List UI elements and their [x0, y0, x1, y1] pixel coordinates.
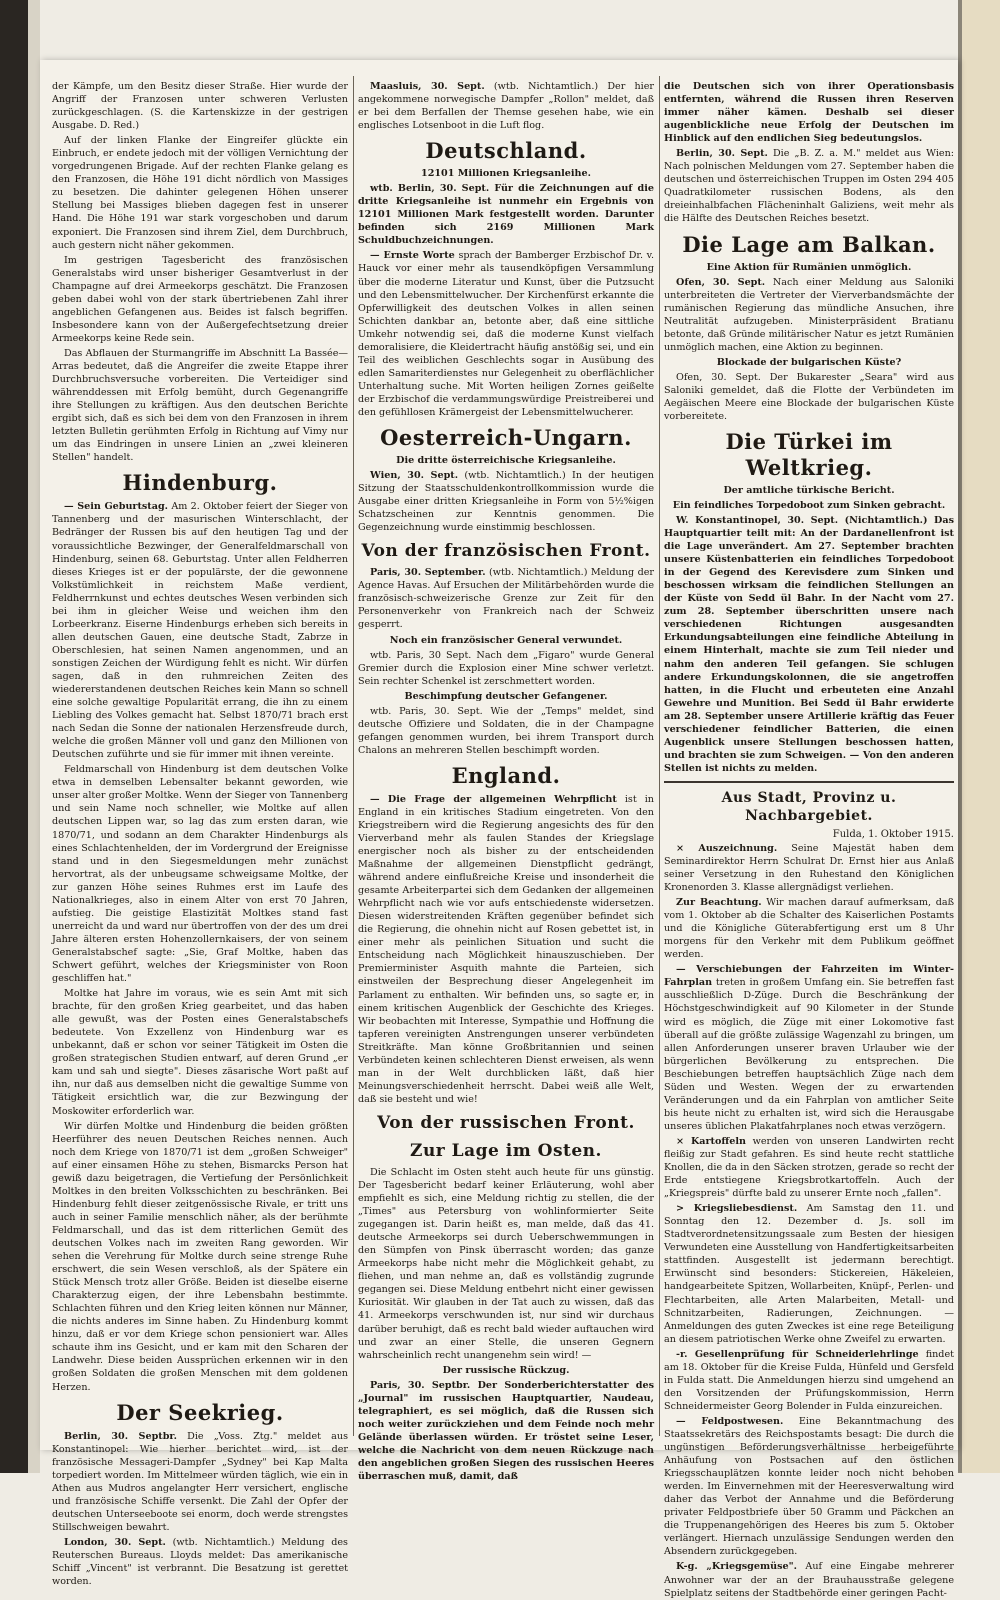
column-rule	[353, 76, 354, 1436]
article-paragraph	[664, 147, 954, 225]
section-heading-tuerkei: Die Türkei im Weltkrieg.	[725, 428, 893, 480]
paragraph-text: treten in großem Umfang ein. Sie betreffen fast ausschließlich D-Züge. Durch die Beschränkung der Höchstgeschwindigkeit auf 90 Kilometer in der Stunde wird es möglich, die Züge mit einer Lokomotive fast überall auf die größte zulässige Wagenzahl zu bringen, um allen Anforderungen unserer braven Urlauber wie der bürgerlichen Bevölkerung zu entsprechen. Die Beschiebungen betreffen hauptsächlich Züge nach dem Süden und Westen. Wegen der zu erwartenden Veränderungen und da ein Fahrplan von amtlicher Seite bis heute nicht zu erhalten ist, wird sich die Herausgabe unseres üblichen Plakatfahrplanes noch etwas verzögern.	[664, 977, 954, 1132]
article-paragraph: die Deutschen sich von ihrer Operationsbasis entfernten, während die Russen ihren Reserven immer näher kämen. Deshalb sei dieser augenblickliche neue Erfolg der Deutschen im Hinblick auf den endlichen Sieg bedeutungslos.	[664, 81, 954, 145]
section-heading-russische-front: Von der russischen Front.	[377, 1112, 635, 1133]
subheading: Die dritte österreichische Kriegsanleihe.	[396, 455, 616, 467]
subheading: Beschimpfung deutscher Gefangener.	[404, 690, 608, 702]
column-rule	[659, 76, 660, 1436]
article-paragraph	[664, 963, 954, 1133]
paragraph-lead: Maasluis, 30. Sept.	[370, 81, 485, 92]
paragraph-text: Die „B. Z. a. M." meldet aus Wien: Nach polnischen Meldungen vom 27. September haben die deutschen und österreichischen Truppen im Osten 294 405 Quadratkilometer russischen Bodens, als den dreieinhalbfachen Flächeninhalt Galiziens, weit mehr als die Hälfte des Deutschen Reiches besetzt.	[664, 148, 954, 225]
article-paragraph	[358, 566, 654, 631]
article-paragraph: wtb. Paris, 30 Sept. Nach dem „Figaro" wurde General Gremier durch die Explosion einer Mine schwer verletzt. Sein rechter Schenkel ist zerschmettert worden.	[358, 649, 654, 687]
subheading: Der amtliche türkische Bericht.	[723, 484, 895, 496]
section-heading-oesterreich: Oesterreich-Ungarn.	[380, 425, 632, 451]
article-paragraph	[358, 80, 654, 132]
paragraph-text: Auf eine Eingabe mehrerer Anwohner war der an der Brauhausstraße gelegene Spielplatz seitens der Stadtbehörde einer geringen Pacht-	[664, 1561, 955, 1599]
paragraph-lead: > Kriegsliebesdienst.	[676, 1203, 798, 1215]
paragraph-text: Seine Majestät haben dem Seminardirektor Herrn Schulrat Dr. Ernst hier aus Anlaß seiner Versetzung in den Ruhestand den Königlichen Kronenorden 3. Klasse allergnädigst verliehen.	[664, 842, 954, 894]
article-paragraph: wtb. Berlin, 30. Sept. Für die Zeichnungen auf die dritte Kriegsanleihe ist nunmehr ein Ergebnis von 12101 Millionen Mark festgestellt worden. Darunter befinden sich 2169 Millionen Mark Schuldbuchzeichnungen.	[358, 183, 654, 247]
paragraph-text: werden von unseren Landwirten recht fleißig zur Stadt gefahren. Es sind heute recht stattliche Knollen, die da in den Säcken strotzen, gerade so recht der Erde entstiegene Kriegsbrotkartoffeln. Auch der „Kriegspreis" dürfte bald zu unserer Ernte noch „fallen".	[664, 1135, 954, 1200]
article-paragraph: der Kämpfe, um den Besitz dieser Straße. Hier wurde der Angriff der Franzosen unter schweren Verlusten zurückgeschlagen. (S. die Kartenskizze in der gestrigen Ausgabe. D. Red.)	[52, 81, 348, 132]
paragraph-lead: × Auszeichnung.	[676, 842, 778, 854]
paragraph-text: (wtb. Nichtamtlich.) Meldung der Agence Havas. Auf Ersuchen der Militärbehörden wurde die französisch-schweizerische Grenze zur Zeit für den Personenverkehr von Frankreich nach der Schweiz gesperrt.	[358, 567, 654, 631]
paragraph-lead: — Sein Geburtstag.	[64, 501, 169, 513]
article-paragraph	[664, 896, 954, 961]
paragraph-text: findet am 18. Oktober für die Kreise Fulda, Hünfeld und Gersfeld in Fulda statt. Die Anmeldungen hierzu sind umgehend an den Vorsitzenden der Prüfungskommission, Herrn Schneidermeister Georg Bolender in Fulda einzureichen.	[664, 1348, 954, 1412]
article-paragraph: W. Konstantinopel, 30. Sept. (Nichtamtlich.) Das Hauptquartier teilt mit: An der Dardanellenfront ist die Lage unverändert. Am 27. September brachten unsere Küstenbatterien ein feindliches Torpedoboot in der Gegend des Kerevisdere zum Sinken und beschossen wirksam die feindlichen Stellungen an der Küste von Sedd ül Bahr. In der Nacht vom 27. zum 28. September überschritten unsere nach verschiedenen Richtungen ausgesandten Erkundungsabteilungen eine feindliche Abteilung in einem Hinterhalt, machte sie zum Teil nieder und nahm den anderen Teil gefangen. Sie schlugen andere Erkundungskolonnen, die sie angetroffen hatten, in die Flucht und erbeuteten eine Anzahl Gewehre und Munition. Bei Sedd ül Bahr erwiderte am 28. September unsere Artillerie kräftig das Feuer verschiedener feindlicher Batterien, die einen Augenblick unsere Stellungen beschossen hatten, und brachten sie zum Schweigen. — Von den anderen Stellen ist nichts zu melden.	[664, 514, 954, 774]
article-paragraph: Das Abflauen der Sturmangriffe im Abschnitt La Bassée—Arras bedeutet, daß die Angreifer die zweite Etappe ihrer Durchbruchsversuche vorbereiten. Die Verteidiger sind währenddessen mit Erfolg bemüht, durch Gegenangriffe ihre Stellungen zu kräftigen. Aus den deutschen Berichte ergibt sich, daß es sich bei dem von den Franzosen in ihrem letzten Bulletin gerühmten Erfolg in Richtung auf Vimy nur um das Eindringen in unsere Linien an „zwei kleineren Stellen" handelt.	[52, 347, 348, 464]
subheading: Blockade der bulgarischen Küste?	[716, 356, 902, 368]
paragraph-text: Eine Bekanntmachung des Staatssekretärs des Reichspostamts besagt: Die durch die ungünstigen Beförderungsverhältnisse herbeigeführte Anhäufung von Postsachen auf den östlichen Kriegsschauplätzen konnte leider noch nicht behoben werden. Im Einvernehmen mit der Heeresverwaltung wird daher das Verbot der Annahme und die Beförderung privater Feldpostbriefe über 50 Gramm und Päckchen an die Truppenangehörigen des Heeres bis zum 5. Oktober verlängert. Hiernach unzulässige Sendungen werden den Absendern zurückgegeben.	[664, 1415, 954, 1558]
paragraph-lead: — Feldpostwesen.	[676, 1415, 784, 1427]
paragraph-lead: × Kartoffeln	[676, 1135, 746, 1147]
article-paragraph	[664, 1560, 954, 1599]
paragraph-text: (wtb. Nichtamtlich.) In der heutigen Sitzung der Staatsschuldenkontrollkommission wurde die Ausgabe einer dritten Kriegsanleihe in Form von 5½%igen Schatzscheinen zur Kenntnis genommen. Die Gegenzeichnung wurde einstimmig beschlossen.	[358, 470, 654, 534]
article-paragraph	[358, 249, 654, 419]
section-heading-lage-osten: Zur Lage im Osten.	[410, 1140, 602, 1161]
paragraph-lead: Berlin, 30. Septbr.	[64, 1430, 177, 1442]
article-paragraph	[664, 1415, 954, 1559]
paragraph-lead: K-g. „Kriegsgemüse".	[676, 1561, 797, 1573]
article-paragraph	[664, 1202, 954, 1346]
paragraph-lead: -r. Gesellenprüfung für Schneiderlehrlinge	[676, 1348, 919, 1360]
article-paragraph: Moltke hat Jahre im voraus, wie es sein Amt mit sich brachte, für den großen Krieg gearbeitet, und das haben alle gewußt, was der Posten eines Generalstabschefs bedeutete. Von Exzellenz von Hindenburg war es unbekannt, daß er schon vor seiner Tätigkeit im Osten die großen strategischen Studien entwarf, auf deren Grund „er kam und sah und siegte". Dieses zäsarische Wort paßt auf ihn, nur daß aus demselben nicht die gewaltige Summe von Tätigkeit ersichtlich war, die zur Bezwingung der Moskowiter erforderlich war.	[52, 988, 348, 1117]
article-paragraph	[664, 842, 954, 894]
section-heading-hindenburg: Hindenburg.	[122, 470, 278, 496]
article-paragraph	[664, 1135, 954, 1200]
article-paragraph: Die Schlacht im Osten steht auch heute für uns günstig. Der Tagesbericht bedarf keiner Erläuterung, wohl aber empfiehlt es sich, eine Meldung richtig zu stellen, die der „Times" aus Petersburg von wohlinformierter Seite zugegangen ist. Darin heißt es, man melde, daß das 41. deutsche Armeekorps sei durch Ueberschwemmungen in den Sümpfen von Pinsk überrascht worden; das ganze Armeekorps habe nicht mehr die Möglichkeit gehabt, zu fliehen, und man nehme an, daß es vollständig zugrunde gegangen sei. Diese Meldung entbehrt nicht einer gewissen Kuriosität. Wir glauben in der Tat auch zu wissen, daß das 41. Armeekorps verschwunden ist, nur sind wir durchaus darüber beruhigt, daß es recht bald wieder auftauchen wird und zwar an einer Stelle, die unseren Gegnern wahrscheinlich recht unangenehm sein wird! —	[358, 1166, 654, 1361]
article-paragraph: Wir dürfen Moltke und Hindenburg die beiden größten Heerführer des neuen Deutschen Reiches nennen. Auch noch dem Kriege von 1870/71 ist dem „großen Schweiger" auf einer einsamen Höhe zu stehen, Bismarcks Person hat gewiß dazu beigetragen, die Vertiefung der Persönlichkeit Moltkes in den breiten Volksschichten zu beschränken. Bei Hindenburg fehlt dieser zeitgenössische Rivale, er tritt uns auch in seiner Familie menschlich näher, als der berühmte Feldmarschall, und das ist dem ritterlichen Gemüt des deutschen Volkes nach im zweiten Rang geworden. Wir sehen die Verehrung für Moltke durch seine strenge Ruhe erschwert, die sein Wesen verschloß, als der Spätere ein Stück Mensch trotz aller Größe. Beiden ist dieselbe eiserne Charakterzug eigen, der ihre Lebensbahn bestimmte. Schlachten führen und den Krieg leiten können nur Männer, die nichts anderes im Sinne haben. Zu Hindenburg kommt hinzu, daß er vor dem Kriege schon pensioniert war. Alles schaute ihm ins Gesicht, und er kam mit den Scharen der Landwehr. Diese beiden Aussprüchen erkennen wir in den großen Soldaten die großen Menschen mit dem goldenen Herzen.	[52, 1120, 348, 1393]
paragraph-lead: — Die Frage der allgemeinen Wehrpflicht	[370, 793, 617, 805]
section-heading-deutschland: Deutschland.	[425, 138, 587, 164]
article-paragraph	[358, 793, 654, 1106]
article-paragraph: wtb. Paris, 30. Sept. Wie der „Temps" meldet, sind deutsche Offiziere und Soldaten, die in der Champagne gefangen genommen wurden, bei ihrem Transport durch Chalons an mehreren Stellen beschimpft worden.	[358, 705, 654, 756]
paragraph-lead: Paris, 30. Septbr.	[370, 1379, 471, 1391]
section-heading-england: England.	[451, 762, 561, 788]
article-paragraph	[52, 500, 348, 761]
subheading: Noch ein französischer General verwundet.	[389, 634, 623, 646]
paragraph-text: Am 2. Oktober feiert der Sieger von Tannenberg und der masurischen Winterschlacht, der Bedränger der Russen bis auf den heutigen Tag und der voraussichtliche Bezwinger, der Generalfeldmarschall von Hindenburg, seinen 68. Geburtstag. Unter allen Feldherren dieses Krieges ist er der populärste, der die gewonnene Volkstümlichkeit in reichstem Maße verdient, Feldherrnkunst und echtes deutsches Wesen verbinden sich bei ihm in gleicher Weise und weichen ihm den Lorbeerkranz. Eiserne Hindenburgs erheben sich bereits in allen deutschen Gauen, eine deutsche Stadt, Zabrze in Oberschlesien, hat seinen Namen angenommen, und an sonstigen Zeichen der Würdigung fehlt es nicht. Wir dürfen sagen, daß in den ruhmreichen Zeiten des wiedererstandenen deutschen Reiches kein Mann so schnell eine solche gewaltige Popularität errang, die ihn zu einem Liebling des Volkes gemacht hat. Selbst 1870/71 brach erst nach Sedan die Sonne der nationalen Herzensfreude durch, welche die großen Männer voll und ganz den Millionen von Deutschen zuführte und sie für immer mit ihnen vereinte.	[52, 501, 348, 761]
article-paragraph	[52, 1430, 348, 1534]
paragraph-lead: Paris, 30. September.	[370, 567, 486, 579]
paragraph-lead: Wien, 30. Sept.	[370, 470, 459, 482]
paragraph-lead: Berlin, 30. Sept.	[676, 148, 768, 160]
column-2	[358, 80, 655, 1482]
paragraph-text: (wtb. Nichtamtlich.) Der hier angekommene norwegische Dampfer „Rollon" meldet, daß er bei dem Berfallen der Themse gesehen habe, wie ein englisches Lotsenboot in die Luft flog.	[358, 81, 655, 132]
column-1	[52, 80, 348, 1588]
section-heading-franzoesische-front: Von der französischen Front.	[361, 541, 651, 562]
paragraph-lead: London, 30. Sept.	[64, 1536, 166, 1548]
subheading: Der russische Rückzug.	[442, 1364, 570, 1376]
section-heading-balkan: Die Lage am Balkan.	[682, 231, 936, 257]
paragraph-text: Wir machen darauf aufmerksam, daß vom 1. Oktober ab die Schalter des Kaiserlichen Postamts und die Königliche Güterabfertigung erst um 8 Uhr morgens für den Verkehr mit dem Publikum geöffnet werden.	[664, 897, 954, 961]
article-paragraph	[664, 276, 954, 354]
subheading: 12101 Millionen Kriegsanleihe.	[421, 168, 591, 180]
article-paragraph	[664, 1348, 954, 1413]
paragraph-text: (wtb. Nichtamtlich.) Meldung des Reuterschen Bureaus. Lloyds meldet: Das amerikanische Schiff „Vincent" ist verbrannt. Die Besatzung ist gerettet worden.	[52, 1536, 348, 1588]
paragraph-lead: — Verschiebungen der Fahrzeiten im Winter-Fahrplan	[664, 964, 954, 989]
paragraph-text: Nach einer Meldung aus Saloniki unterbreiteten die Vertreter der Vierverbandsmächte der rumänischen Regierung das mündliche Ansuchen, ihre Neutralität aufzugeben. Ministerpräsident Bratianu betonte, daß Gründe militärischer Natur es jetzt Rumänien unmöglich machen, eine Aktion zu beginnen.	[664, 276, 954, 353]
paragraph-lead: Ofen, 30. Sept.	[676, 276, 766, 288]
paragraph-lead: Zur Beachtung.	[676, 897, 762, 909]
dateline: Fulda, 1. Oktober 1915.	[832, 828, 954, 840]
article-paragraph: Auf der linken Flanke der Eingreifer glückte ein Einbruch, er endete jedoch mit der völligen Vernichtung der vorgedrungenen Brigade. Auf der rechten Flanke gelang es den Franzosen, die Höhe 191 dicht nördlich von Massiges zu besetzen. Die dahinter gelegenen Höhen unserer Stellung bei Massiges blieben dagegen fest in unserer Hand. Die Höhe 191 war stark vorgeschoben und darum exponiert. Die Franzosen sind ihrem Ziel, dem Durchbruch, auch gestern nicht näher gekommen.	[52, 135, 348, 251]
paragraph-text: sprach der Bamberger Erzbischof Dr. v. Hauck vor einer mehr als tausendköpfigen Versammlung über die moderne Literatur und Kunst, über die Putzsucht und den Lebensmittelwucher. Der Kirchenfürst erkannte die Opferwilligkeit des deutschen Volkes in allen seinen Schichten dankbar an, betonte aber, daß eine sittliche Umkehr notwendig sei, daß die moderne Kunst vielfach demoralisiere, die Kleidertracht häufig anstößig sei, und ein Teil des weiblichen Geschlechts sogar in Ausübung des edlen Samariterdienstes nur Gelegenheit zu oberflächlicher Unterhaltung suche. Mit Worten heiligen Zornes geißelte der Erzbischof die verdammungswürdige Preistreiberei und den gefühllosen Krämergeist der Lebensmittelwucherer.	[358, 250, 654, 418]
newspaper-page	[40, 60, 958, 1599]
section-heading-stadt: Aus Stadt, Provinz u. Nachbargebiet.	[721, 789, 897, 824]
article-paragraph: Im gestrigen Tagesbericht des französischen Generalstabs wird unser bisheriger Gesamtverlust in der Champagne auf drei Armeekorps geschätzt. Die Franzosen geben dabei wohl von der stark übertriebenen Zahl ihrer angeblichen Gefangenen aus. Beides ist falsch begriffen. Insbesondere kann von der Außergefechtsetzung dreier Armeekorps keine Rede sein.	[52, 254, 348, 344]
article-paragraph: Ofen, 30. Sept. Der Bukarester „Seara" wird aus Saloniki gemeldet, daß die Flotte der Verbündeten im Aegäischen Meere eine Blockade der bulgarischen Küste vorbereitete.	[664, 371, 954, 422]
adjacent-page-strip	[962, 0, 1000, 1473]
column-3	[664, 80, 955, 1599]
paragraph-text: Die „Voss. Ztg." meldet aus Konstantinopel: Wie hierher berichtet wird, ist der französische Messageri-Dampfer „Sydney" bei Kap Malta torpediert worden. Im Mittelmeer würden täglich, wie ein in Athen aus Mudros angelangter Herr versichert, englische und französische Schiffe versenkt. Die Zahl der Opfer der deutschen Unterseeboote sei enorm, doch werde strengstes Stillschweigen bewahrt.	[52, 1430, 348, 1533]
subheading: Ein feindliches Torpedoboot zum Sinken gebracht.	[672, 499, 946, 511]
subheading: Eine Aktion für Rumänien unmöglich.	[706, 261, 912, 273]
binding-edge	[28, 0, 40, 1473]
section-divider	[664, 781, 954, 783]
article-paragraph	[358, 469, 654, 534]
binding-shadow	[0, 0, 28, 1473]
article-paragraph	[358, 1379, 654, 1483]
article-paragraph: Feldmarschall von Hindenburg ist dem deutschen Volke etwa in demselben Lebensalter bekannt geworden, wie unser alter großer Moltke. Wenn der Sieger von Tannenberg und sein Name noch schneller, wie Moltke auf allen deutschen Lippen war, so lag das zum ersten daran, wie 1870/71, und sodann an dem Charakter Hindenburgs als eines Schlachtenhelden, der im Vordergrund der Ereignisse stand und in den Siegesmeldungen mehr zunächst hervortrat, als der unbeugsame schweigsame Moltke, der zur ganzen Höhe seines Ruhmes erst im Laufe des Nationalkrieges, also in einem Alter von erst 70 Jahren, aufstieg. Die geistige Elastizität Moltkes stand fast unerreicht da und ward nur übertroffen von der des um drei Jahre älteren ersten Hohenzollernkaisers, der von seinem Generalstabschef sagte: „Sie, Graf Moltke, haben das Schwert geführt, welches der Kriegsminister von Roon geschliffen hat."	[52, 764, 348, 985]
paragraph-lead: — Ernste Worte	[370, 250, 455, 262]
paragraph-text: ist in England in ein kritisches Stadium eingetreten. Von den Kriegstreibern wird die Regierung angesichts des für den Vierverband mehr als faulen Standes der Kriegslage energischer noch als bisher zu der entscheidenden Maßnahme der allgemeinen Dienstpflicht gedrängt, während andere einflußreiche Kreise und insonderheit die gesamte Arbeiterpartei sich dem Gedanken der allgemeinen Wehrpflicht nach wie vor aufs entschiedenste widersetzen. Diesen widerstreitenden Kräften gegenüber befindet sich die Regierung, die ohnehin nicht auf Rosen gebettet ist, in einer mehr als peinlichen Situation und sucht die Entscheidung nach Möglichkeit hinauszuschieben. Der Premierminister Asquith mahnte die Parteien, sich einstweilen der Besprechung dieser Angelegenheit im Parlament zu enthalten. Wir befinden uns, so sagte er, in einem kritischen Augenblick der Geschichte des Krieges. Wir beobachten mit Interesse, Sympathie und Hoffnung die tapferen vereinigten Anstrengungen unserer verbündeten Streitkräfte. Man könne Großbritannien und seinen Verbündeten keinen schlechteren Dienst erweisen, als wenn man in der Welt durchblicken läßt, daß hier Meinungsverschiedenheit herrscht. Dabei weiß alle Welt, daß sie besteht und wie!	[358, 793, 654, 1105]
article-paragraph	[52, 1536, 348, 1588]
section-heading-seekrieg: Der Seekrieg.	[116, 1399, 284, 1425]
paragraph-text: Am Samstag den 11. und Sonntag den 12. Dezember d. Js. soll im Stadtverordnetensitzungssaale zum Besten der hiesigen Verwundeten eine Ausstellung von Handfertigkeitsarbeiten stattfinden. Ausgestellt ist jedermann berechtigt. Erwünscht sind besonders: Stickereien, Häkeleien, handgearbeitete Spitzen, Wollarbeiten, Knüpf-, Perlen- und Flechtarbeiten, alle Arten Malarbeiten, Metall- und Schnitzarbeiten, Radierungen, Zeichnungen. — Anmeldungen des guten Zweckes ist eine rege Beteiligung an diesem patriotischen Werke ohne Zweifel zu erwarten.	[664, 1203, 954, 1345]
paragraph-text: Der Sonderberichterstatter des „Journal" im russischen Hauptquartier, Naudeau, telegraphiert, es sei möglich, daß die Russen sich noch weiter zurückziehen und dem Feinde noch mehr Gelände überlassen würden. Er tröstet seine Leser, welche die Nachricht von dem neuen Rückzuge nach den angeblichen großen Siegen des russischen Heeres überraschen muß, damit, daß	[358, 1379, 654, 1482]
